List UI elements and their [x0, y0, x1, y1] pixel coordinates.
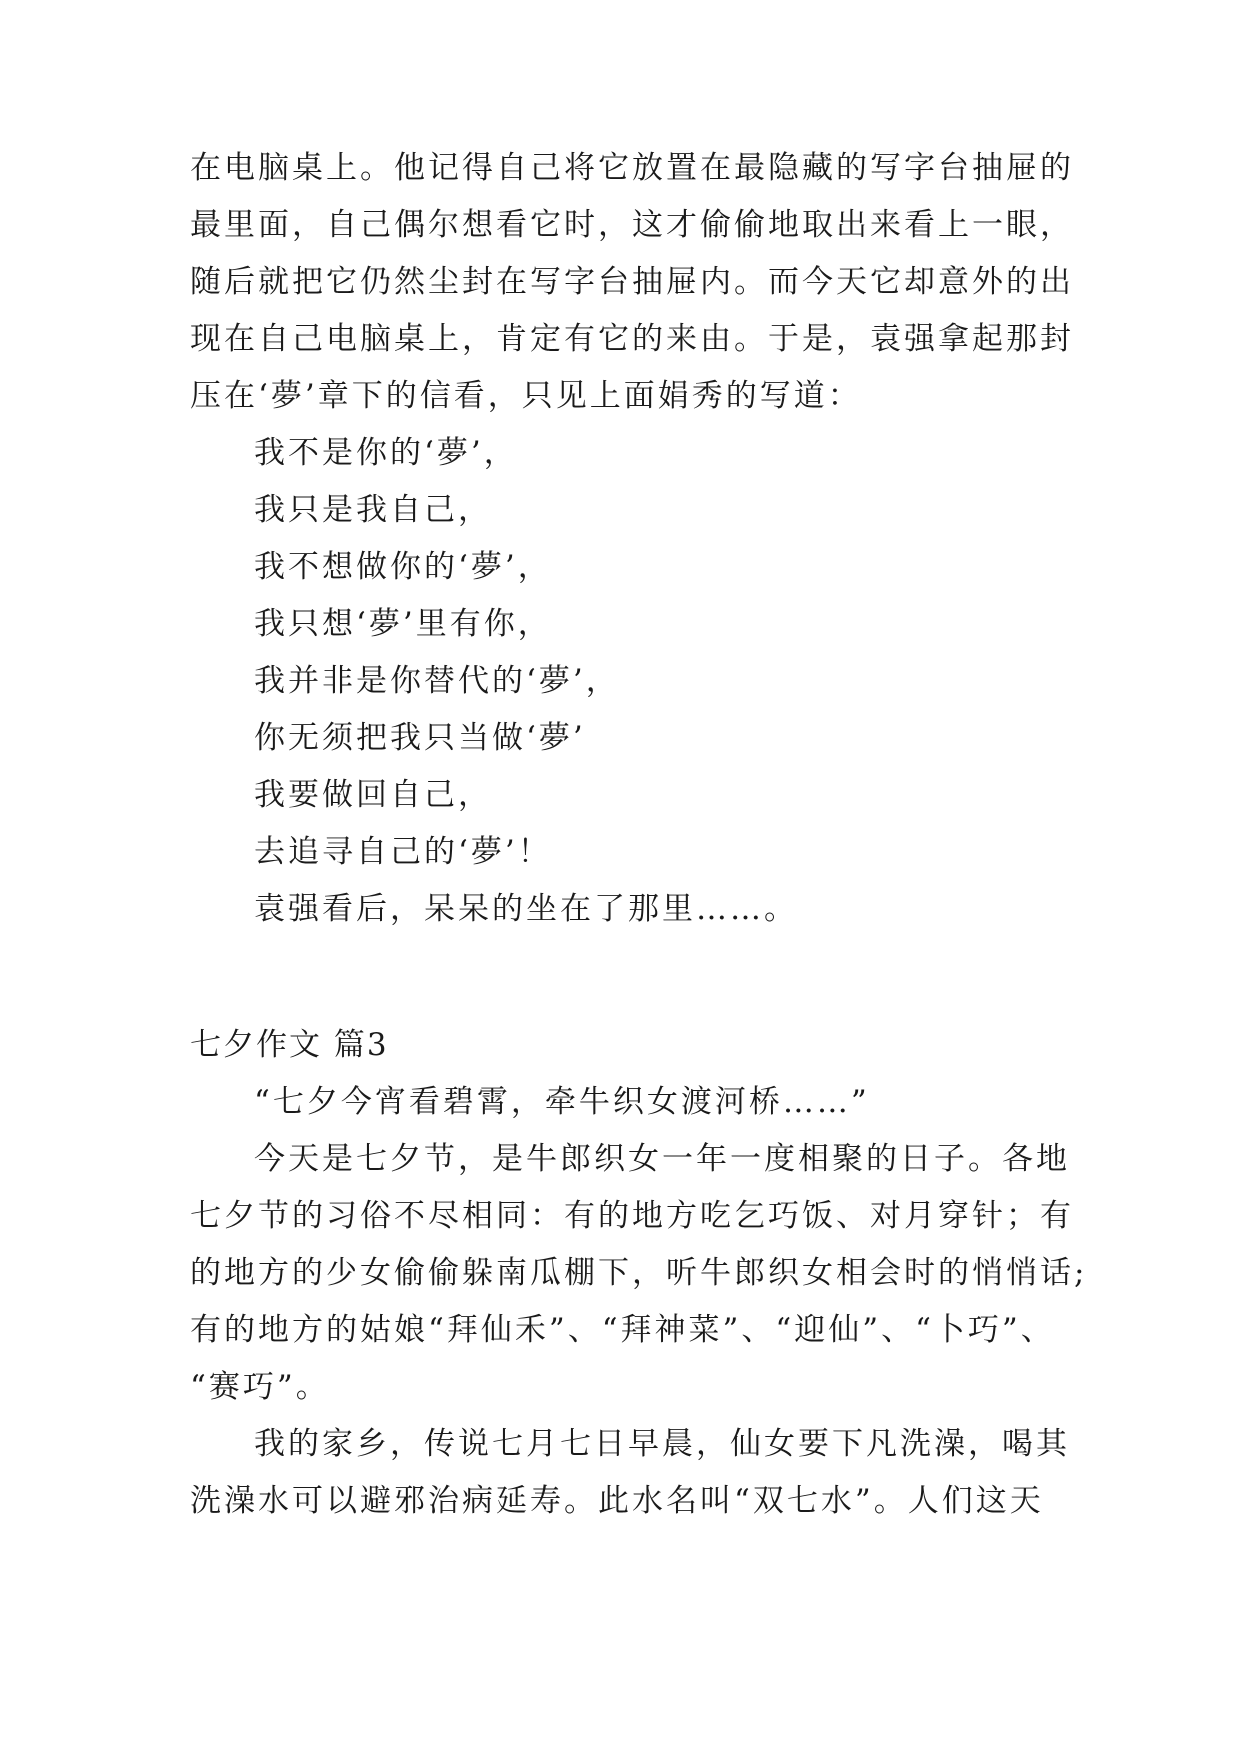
text-line: 压在‘夢’章下的信看，只见上面娟秀的写道：: [190, 378, 862, 414]
poem-line: 我并非是你替代的‘夢’，: [254, 663, 620, 699]
poem-line: 我要做回自己，: [254, 777, 492, 813]
paragraph-line: “赛巧”。: [190, 1369, 330, 1405]
closing-line: 袁强看后，呆呆的坐在了那里……。: [254, 891, 798, 927]
poem-line: 我只是我自己，: [254, 492, 492, 528]
paragraph-line: 的地方的少女偷偷躲南瓜棚下，听牛郎织女相会时的悄悄话;: [190, 1255, 1088, 1291]
paragraph-line: 洗澡水可以避邪治病延寿。此水名叫“双七水”。人们这天: [190, 1483, 1044, 1519]
paragraph-line: 今天是七夕节，是牛郎织女一年一度相聚的日子。各地: [254, 1141, 1070, 1177]
poem-line: 我不是你的‘夢’，: [254, 435, 518, 471]
text-line: 最里面，自己偶尔想看它时，这才偷偷地取出来看上一眼，: [190, 207, 1074, 243]
text-line: 在电脑桌上。他记得自己将它放置在最隐藏的写字台抽屉的: [190, 150, 1074, 186]
poem-line: 去追寻自己的‘夢’！: [254, 834, 552, 870]
text-line: 随后就把它仍然尘封在写字台抽屉内。而今天它却意外的出: [190, 264, 1074, 300]
text-line: 现在自己电脑桌上，肯定有它的来由。于是，袁强拿起那封: [190, 321, 1074, 357]
poem-line: 我只想‘夢’里有你，: [254, 606, 552, 642]
paragraph-line: 有的地方的姑娘“拜仙禾”、“拜神菜”、“迎仙”、“卜巧”、: [190, 1312, 1055, 1348]
poem-line: 你无须把我只当做‘夢’: [254, 720, 586, 756]
poem-line: 我不想做你的‘夢’，: [254, 549, 552, 585]
quote-line: “七夕今宵看碧霄，牵牛织女渡河桥……”: [254, 1084, 870, 1120]
paragraph-line: 七夕节的习俗不尽相同：有的地方吃乞巧饭、对月穿针；有: [190, 1198, 1074, 1234]
section-title: 七夕作文 篇3: [190, 1027, 389, 1063]
paragraph-line: 我的家乡，传说七月七日早晨，仙女要下凡洗澡，喝其: [254, 1426, 1070, 1462]
